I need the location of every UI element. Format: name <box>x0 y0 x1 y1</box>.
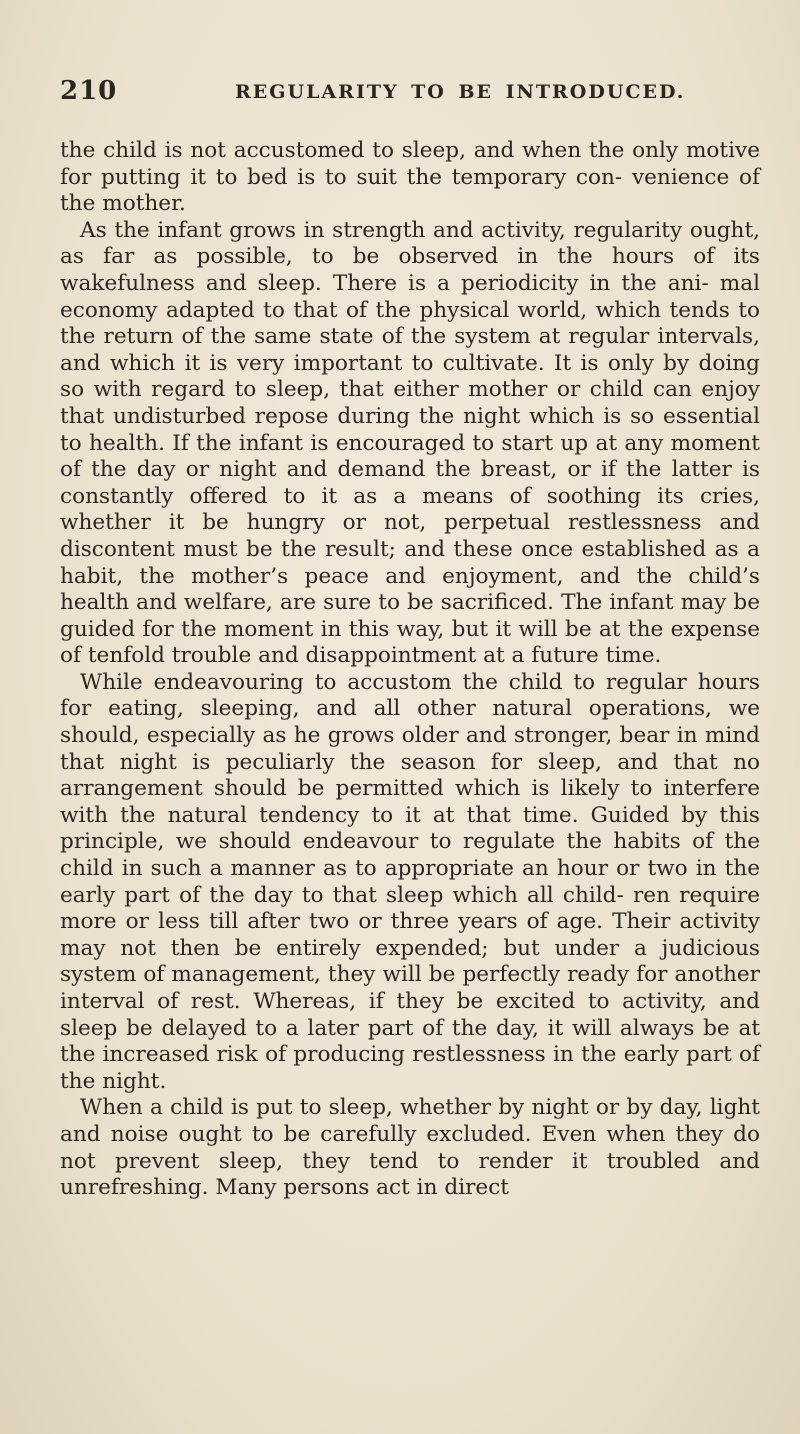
paragraph-regularity: As the infant grows in strength and activity, regularity ought, as far as possible, to be observed in the hours of its wakefulness and sleep. There is a periodicity in the ani- mal economy adapted to that of the physical world, which tends to the return of the same state of the system at regular intervals, and which it is very important to cultivate. It is only by doing so with regard to sleep, that either mother or child can enjoy that undisturbed repose during the night which is so essential to health. If the infant is encouraged to start up at any moment of the day or night and demand the breast, or if the latter is constantly offered to it as a means of soothing its cries, whether it be hungry or not, perpetual restlessness and discontent must be the result; and these once established as a habit, the mother’s peace and enjoyment, and the child’s health and welfare, are sure to be sacrificed. The infant may be guided for the moment in this way, but it will be at the expense of tenfold trouble and disappointment at a future time. <box>60 217 760 669</box>
page-number: 210 <box>60 76 118 106</box>
paragraph-regular-hours: While endeavouring to accustom the child to regular hours for eating, sleeping, and all other natural operations, we should, especially as he grows older and stronger, bear in mind that night is peculiarly the season for sleep, and that no arrangement should be permitted which is likely to interfere with the natural tendency to it at that time. Guided by this principle, we should endeavour to regulate the habits of the child in such a manner as to appropriate an hour or two in the early part of the day to that sleep which all child- ren require more or less till after two or three years of age. Their activity may not then be entirely expended; but under a judicious system of management, they will be perfectly ready for another interval of rest. Whereas, if they be excited to activity, and sleep be delayed to a later part of the day, it will always be at the increased risk of producing restlessness in the early part of the night. <box>60 669 760 1094</box>
paragraph-continued: the child is not accustomed to sleep, and when the only motive for putting it to bed is to suit the temporary con- venience of the mother. <box>60 138 760 217</box>
paragraph-light-noise: When a child is put to sleep, whether by night or by day, light and noise ought to be carefully excluded. Even when they do not prevent sleep, they tend to render it troubled and unrefreshing. Many persons act in direct <box>60 1095 760 1201</box>
running-title: REGULARITY TO BE INTRODUCED. <box>235 81 686 103</box>
body-text <box>60 138 760 1202</box>
running-head <box>60 76 760 116</box>
